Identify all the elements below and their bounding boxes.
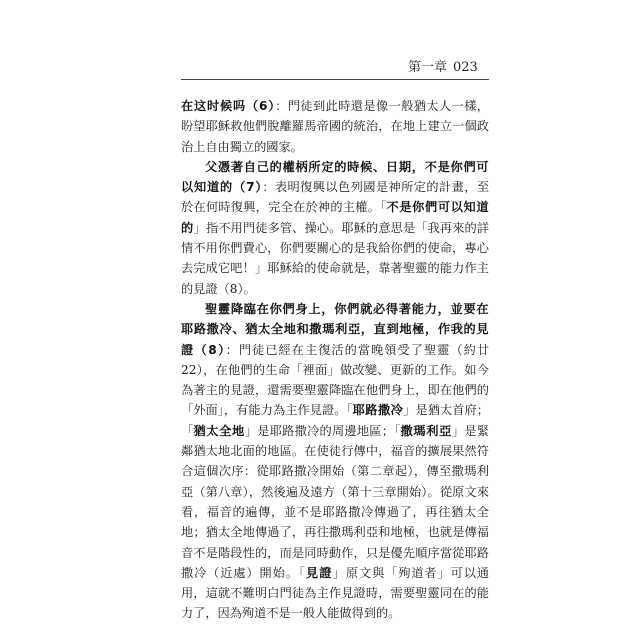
- paragraph: [181, 299, 489, 624]
- page-number: 023: [453, 60, 478, 75]
- text-run: 」原文與「殉道者」可以通用，這就不難明白門徒為主作見證時，需要聖靈同在的能力了，因為殉道不是一般人能做得到的。: [181, 565, 489, 621]
- body-text: [181, 96, 489, 624]
- bold-phrase: 撒瑪利亞: [400, 423, 452, 438]
- header-rule: [181, 79, 489, 80]
- bold-phrase: 父憑著自己的權柄所定的時候、日期，不是你們可以知道的（7）: [181, 159, 489, 195]
- text-run: 」是緊鄰猶太地北面的地區。在使徒行傳中，福音的擴展果然符合這個次序：從耶路撒冷開始（第二章起），傳至撒瑪利亞（第八章），然後遍及遠方（第十三章開始）。從原文來看，福音的遍傳，並不是耶路撒冷傳過了，再往猶太全地；猶太全地傳過了，再往撒瑪利亞和地極，也就是傳福音不是階段性的，而是同時動作，只是優先順序當從耶路撒冷（近處）開始。「: [181, 423, 490, 580]
- text-run: ：門徒到此時還是像一般猶太人一樣，盼望耶穌救他們脫離羅馬帝國的統治，在地上建立一個政治上自由獨立的國家。: [181, 99, 489, 154]
- running-head: [408, 56, 478, 75]
- bold-phrase: 猶太全地: [193, 423, 245, 438]
- text-run: ：表明復興以色列國是神所定的計畫，至於在何時復興，完全在於神的主權。「: [181, 180, 490, 215]
- bold-phrase: 在这时候吗（6）: [181, 99, 276, 113]
- text-run: ：門徒已經在主復活的當晚領受了聖靈（約廿 22），在他們的生命「裡面」做改變、更新的工作。如今為著主的見證，還需要聖靈降臨在他們身上，即在他們的「外面」，有能力為主作見證。「: [181, 342, 490, 418]
- text-run: 」指不用門徒多管、操心。耶穌的意思是「我再來的詳情不用你們費心，你們要關心的是我給你們的使命，專心去完成它吧！」耶穌給的使命就是，靠著聖靈的能力作主的見證（8）。: [181, 220, 490, 296]
- paragraph: [181, 96, 489, 157]
- bold-phrase: 不是你們可以知道的: [181, 200, 489, 235]
- bold-phrase: 耶路撒冷: [352, 403, 404, 418]
- text-run: 」是猶太首府；「: [181, 403, 489, 438]
- chapter-label: 第一章: [408, 60, 448, 75]
- bold-phrase: 聖靈降臨在你們身上，你們就必得著能力，並要在耶路撒冷、猶太全地和撒瑪利亞，直到地極，作我的見證（8）: [181, 301, 489, 357]
- text-run: 」是耶路撒冷的周邊地區；「: [244, 423, 401, 438]
- paragraph: [181, 157, 489, 299]
- bold-phrase: 見證: [305, 565, 333, 580]
